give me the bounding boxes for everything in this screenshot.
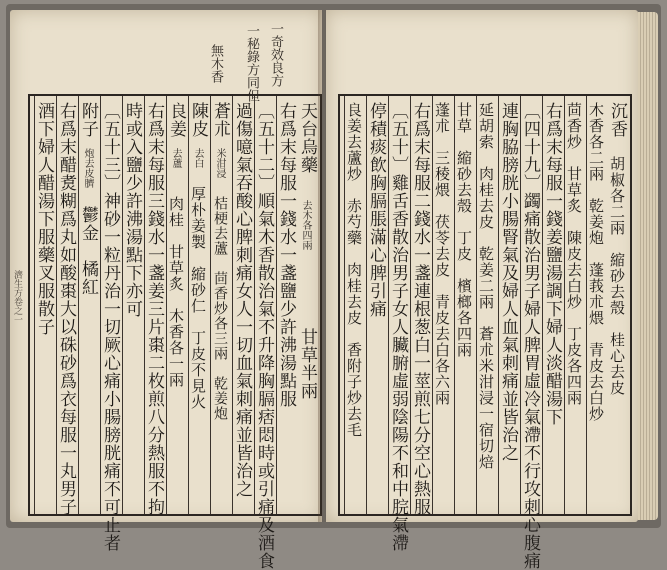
right-text-frame: [338, 94, 632, 570]
right-col-13: [344, 96, 367, 514]
right-col-7: [476, 96, 499, 514]
page-edge: [638, 12, 658, 520]
margin-note-2: 一秘錄方同但: [244, 24, 259, 102]
right-col-7-text: 延胡索 肉桂去皮 乾姜二兩 蒼朮米泔浸一宿切焙: [477, 102, 495, 470]
left-col-7: [166, 96, 189, 514]
margin-note-3: 無木香: [208, 44, 223, 83]
right-col-8: [454, 96, 477, 514]
right-col-5-text: 〔四十九〕蠲痛散治男子婦人脾胃虛冷氣滯不行攻刺心腹痛: [520, 102, 540, 570]
left-col-3: [254, 96, 277, 570]
right-col-6: [498, 96, 521, 514]
left-col-11-text: 附子: [78, 102, 98, 138]
right-col-12: [366, 96, 389, 514]
left-col-7-note: 去蘆: [170, 148, 181, 168]
left-col-6-tail: 厚朴姜製 縮砂仁 丁皮不見火: [189, 186, 207, 410]
right-col-5: [520, 96, 543, 570]
left-col-12-text: 右爲末醋煑糊爲丸如酸棗大以硃砂爲衣每服一丸男子: [56, 102, 76, 516]
right-col-9: [432, 96, 455, 514]
right-col-12-text: 停積痰飲胸膈脹滿心脾引痛: [366, 102, 386, 318]
left-col-8-text: 右爲末每服三錢水一盞姜三片棗二枚煎八分熱服不拘: [144, 102, 164, 516]
right-col-11: [388, 96, 411, 552]
left-col-1-note: 去木各四兩: [300, 200, 311, 250]
right-col-13-text: 良姜去蘆炒 赤芍藥 肉桂去皮 香附子炒去毛: [345, 102, 363, 438]
left-col-13-text: 酒下婦人醋湯下服藥叉服散子: [34, 102, 54, 336]
right-page: [326, 10, 638, 570]
left-col-11-tail: 鬱金 橘紅: [78, 206, 98, 296]
left-col-2-text: 右爲末每服一錢水一盞鹽少許沸湯點服: [276, 102, 296, 408]
left-col-7-tail: 肉桂 甘草炙 木香各一兩: [167, 196, 185, 388]
left-col-4-text: 過傷噫氣吞酸心脾刺痛女人一切血氣刺痛並皆治之: [232, 102, 252, 498]
right-col-1-text: 沉香: [607, 102, 627, 138]
left-col-10-text: 〔五十三〕神砂一粒丹治一切厥心痛小腸膀胱痛不可止者: [100, 102, 120, 552]
right-col-3-text: 茴香炒 甘草炙 陳皮去白炒 丁皮各四兩: [565, 102, 583, 406]
right-col-8-text: 甘草 縮砂去殼 丁皮 檳榔各四兩: [455, 102, 473, 358]
left-col-5: [210, 96, 233, 514]
right-col-2-text: 木香各二兩 乾姜炮 蓬莪朮煨 青皮去白炒: [587, 102, 605, 422]
right-col-1-tail: 胡椒各二兩 縮砂去殼 桂心去皮: [608, 156, 626, 396]
margin-note-1: 一奇效良方: [268, 22, 283, 87]
right-col-4-text: 右爲末每服一錢姜鹽湯調下婦人淡醋湯下: [542, 102, 562, 426]
left-col-9-text: 時或入鹽少許沸湯點下亦可: [122, 102, 142, 318]
left-text-frame: [28, 94, 322, 570]
left-col-9: [122, 96, 145, 514]
left-col-4: [232, 96, 255, 514]
left-col-11-note: 炮去皮臍: [82, 148, 93, 188]
right-col-4: [542, 96, 565, 514]
left-col-3-text: 〔五十二〕順氣木香散治氣不升降胸膈痞悶時或引痛及酒食: [254, 102, 274, 570]
left-col-10: [100, 96, 123, 552]
left-col-8: [144, 96, 167, 514]
right-col-3: [564, 96, 587, 514]
leaf-label: 濟生方卷之一: [12, 270, 22, 324]
right-col-10-text: 右爲末每服二錢水一盞連根葱白一莖煎七分空心熱服: [410, 102, 430, 516]
left-col-7-text: 良姜: [166, 102, 186, 138]
left-col-5-note: 米泔浸: [214, 148, 225, 178]
left-col-13: [34, 96, 57, 514]
right-col-9-text: 蓬朮 三稜煨 茯苓去皮 青皮去白各六兩: [433, 102, 451, 406]
right-col-11-text: 〔五十〕雞舌香散治男子女人臟腑虛弱陰陽不和中脘氣滯: [388, 102, 408, 552]
right-col-6-text: 連胸脇膀胱小腸腎氣及婦人血氣刺痛並皆治之: [498, 102, 518, 462]
left-col-2: [276, 96, 299, 514]
left-col-5-tail: 桔梗去蘆 茴香炒各三兩 乾姜炮: [212, 196, 228, 421]
left-col-6: [188, 96, 211, 514]
left-col-6-text: 陳皮: [188, 102, 208, 138]
left-page: [10, 10, 322, 570]
left-col-1: [298, 96, 320, 514]
left-col-11: [78, 96, 101, 514]
book: [6, 4, 661, 570]
left-col-6-note: 去白: [192, 148, 203, 168]
right-col-2: [586, 96, 609, 514]
right-col-10: [410, 96, 433, 514]
left-col-5-text: 蒼朮: [210, 102, 230, 138]
left-col-1-tail: 甘草半兩: [297, 328, 317, 400]
left-col-12: [56, 96, 79, 514]
right-col-1: [608, 96, 630, 514]
left-col-1-text: 天台烏藥: [297, 102, 317, 174]
